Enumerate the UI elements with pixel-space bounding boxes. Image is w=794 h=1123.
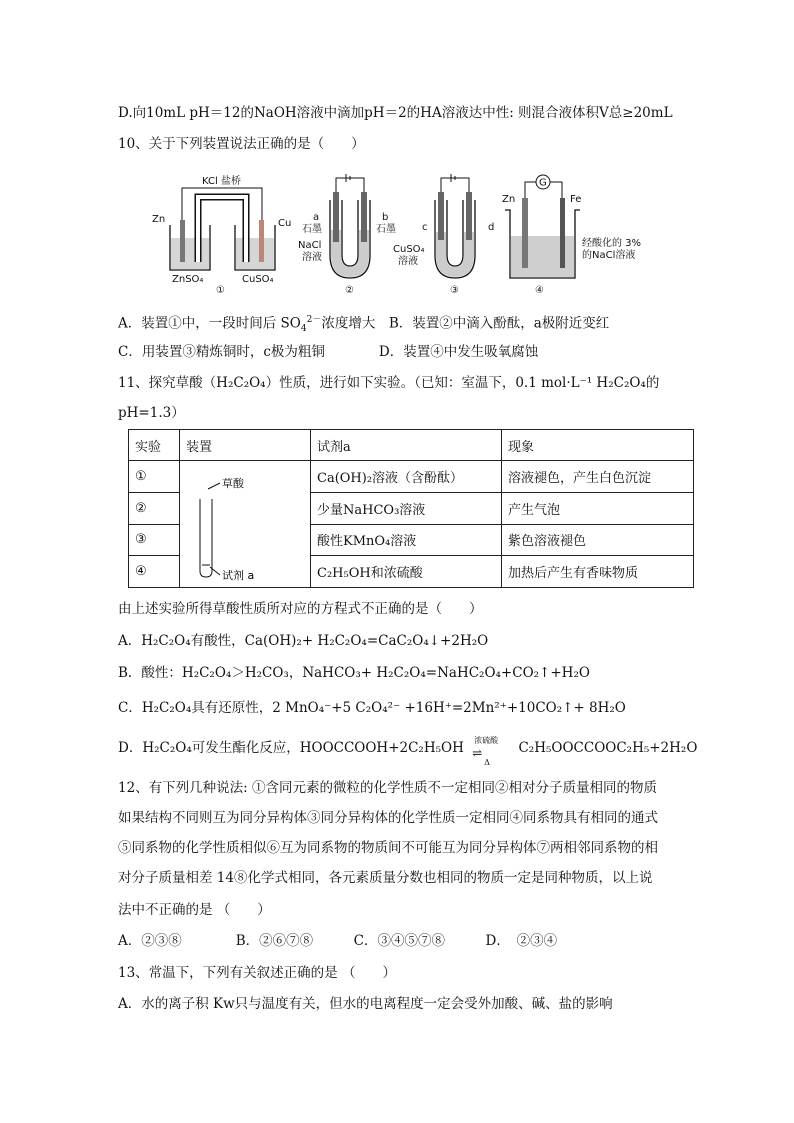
device-3-u-tube [393,174,494,295]
q12-line-1: 12、有下列几种说法: ①含同元素的微粒的化学性质不一定相同②相对分子质量相同的物质 [118,780,658,796]
electrode-c-label: c [422,222,428,233]
graphite-right-label: 石墨 [376,224,396,235]
zn-electrode-label: Zn [152,214,166,225]
device-4-corrosion-cell [502,175,641,295]
q11-question: 由上述实验所得草酸性质所对应的方程式不正确的是（ ） [118,601,483,617]
header-experiment: 实验 [129,430,180,461]
row-phenomenon: 溶液褪色，产生白色沉淀 [502,461,694,493]
header-apparatus: 装置 [180,430,311,461]
header-reagent: 试剂a [311,430,502,461]
electrochemistry-apparatus-diagram [150,170,650,295]
arrow-heat-label: Δ [484,757,490,767]
q10-option-a-sub: 4 [300,324,307,335]
fe-label: Fe [570,194,582,205]
q11-option-a: A．H₂C₂O₄有酸性，Ca(OH)₂+ H₂C₂O₄=CaC₂O₄↓+2H₂O [118,633,489,649]
row-phenomenon: 加热后产生有香味物质 [502,556,694,588]
q11-option-b: B．酸性：H₂C₂O₄＞H₂CO₃，NaHCO₃+ H₂C₂O₄=NaHC₂O₄+CO₂↑+H₂O [118,665,590,681]
q10-option-a-sup: 2－ [306,315,322,325]
q13-option-a: A．水的离子积 Kw只与温度有关，但水的电离程度一定会受外加酸、碱、盐的影响 [118,996,613,1012]
device-4-number: ④ [535,285,544,295]
row-phenomenon: 产生气泡 [502,492,694,524]
cuso4-label-2: CuSO₄ [393,244,425,255]
row-number: ① [129,461,180,493]
device-2-u-tube [298,174,396,295]
nacl-label: NaCl [298,240,322,251]
electrode-d-label: d [488,222,495,233]
device-1-galvanic-cell [152,174,291,295]
row-reagent: 酸性KMnO₄溶液 [311,524,502,556]
q10-option-ab [118,310,609,339]
q11-option-d-right: C₂H₅OOCCOOC₂H₅+2H₂O [518,740,698,756]
q10-stem: 10、关于下列装置说法正确的是（ ） [118,136,365,152]
electrode-a-label: a [313,212,320,223]
table-header-row [129,430,694,461]
q10-option-a-text: A．装置①中，一段时间后 SO [118,315,301,332]
apparatus-cell [180,461,311,588]
device-1-number: ① [216,285,225,295]
row-reagent: 少量NaHCO₃溶液 [311,492,502,524]
q12-options: A．②③⑧ B．②⑥⑦⑧ C．③④⑤⑦⑧ D． ②③④ [118,933,558,949]
device-3-number: ③ [450,285,459,295]
acid-nacl-note-2: 的NaCl溶液 [582,250,636,261]
q11-stem-1: 11、探究草酸（H₂C₂O₄）性质，进行如下实验。（已知：室温下，0.1 mol·L⁻¹ H₂C₂O₄的 [118,375,660,391]
row-number: ③ [129,524,180,556]
q9-option-d: D.向10mL pH＝12的NaOH溶液中滴加pH＝2的HA溶液达中性: 则混合液体积V总≥20mL [118,105,673,121]
q12-line-5: 法中不正确的是 （ ） [118,902,271,918]
cuso4-solution-label: 溶液 [398,256,418,267]
header-phenomenon: 现象 [502,430,694,461]
row-number: ② [129,492,180,524]
nacl-solution-label: 溶液 [302,252,322,263]
device-2-number: ② [345,285,354,295]
row-reagent: Ca(OH)₂溶液（含酚酞） [311,461,502,493]
row-reagent: C₂H₅OH和浓硫酸 [311,556,502,588]
acid-nacl-note-1: 经酸化的 3% [582,238,642,249]
cu-electrode-label: Cu [278,218,292,229]
graphite-left-label: 石墨 [302,224,322,235]
row-phenomenon: 紫色溶液褪色 [502,524,694,556]
q10-option-cd: C．用装置③精炼铜时，c极为粗铜 D．装置④中发生吸氧腐蚀 [118,344,539,360]
salt-bridge-label: KCl 盐桥 [202,176,241,187]
cuso4-label: CuSO₄ [242,274,274,285]
q12-line-4: 对分子质量相差 14⑧化学式相同，各元素质量分数也相同的物质一定是同种物质，以上说 [118,870,653,886]
test-tube-figure [180,461,298,587]
arrow-condition-label: 浓硫酸 [474,735,499,745]
electrode-b-label: b [382,212,389,223]
galvanometer-label: G [539,177,547,189]
znso4-label: ZnSO₄ [172,274,204,285]
reversible-arrow [468,735,514,767]
q10-option-b-text: 浓度增大 B．装置②中滴入酚酞，a极附近变红 [321,315,610,332]
q11-stem-2: pH=1.3） [118,405,185,421]
q13-stem: 13、常温下，下列有关叙述正确的是 （ ） [118,965,396,981]
zn-label-4: Zn [502,194,516,205]
row-number: ④ [129,556,180,588]
q11-option-c: C．H₂C₂O₄具有还原性，2 MnO₄⁻+5 C₂O₄²⁻ +16H⁺=2Mn²⁺+10CO₂↑+ 8H₂O [118,700,626,716]
q12-line-3: ⑤同系物的化学性质相似⑥互为同系物的物质间不可能互为同分异构体⑦两相邻同系物的相 [118,840,658,856]
table-row [129,461,694,493]
q11-option-d-left: D．H₂C₂O₄可发生酯化反应，HOOCCOOH+2C₂H₅OH [118,740,464,756]
oxalic-acid-label: 草酸 [222,477,244,490]
q11-option-d [118,735,698,767]
q12-line-2: 如果结构不同则互为同分异构体③同分异构体的化学性质一定相同④同系物具有相同的通式 [118,810,658,826]
equilibrium-arrow-icon: ⇌ [472,745,483,760]
experiment-table [128,429,694,588]
reagent-a-label: 试剂 a [222,569,255,582]
